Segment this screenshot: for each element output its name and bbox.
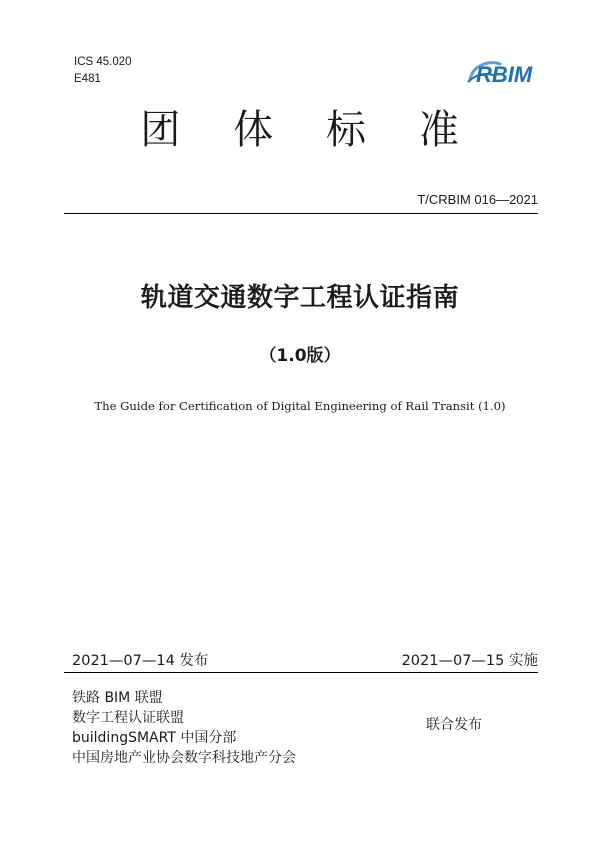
publisher-list (72, 688, 296, 768)
ccs-code: E481 (74, 73, 101, 85)
standard-type-heading (0, 98, 600, 155)
publish-date: 2021—07—14 发布 (72, 653, 209, 669)
document-title: 轨道交通数字工程认证指南 (140, 283, 460, 313)
joint-release-label: 联合发布 (426, 717, 482, 733)
logo-text: RBIM (476, 62, 533, 87)
publisher-item: 数字工程认证联盟 (72, 710, 184, 726)
standard-type-char: 准 (418, 107, 460, 153)
bottom-divider (64, 672, 538, 673)
top-divider (64, 213, 538, 214)
standard-type-char: 标 (326, 107, 367, 153)
publisher-item: 中国房地产业协会数字科技地产分会 (72, 750, 296, 766)
effective-date: 2021—07—15 实施 (401, 653, 538, 669)
standard-code: T/CRBIM 016—2021 (417, 192, 538, 207)
crbim-logo (466, 58, 544, 88)
english-title: The Guide for Certification of Digital Engineering of Rail Transit (1.0) (94, 399, 506, 413)
publisher-item: buildingSMART 中国分部 (72, 730, 237, 746)
standard-type-char: 团 (140, 107, 182, 153)
publisher-item: 铁路 BIM 联盟 (72, 690, 163, 706)
ics-code: ICS 45.020 (74, 56, 132, 68)
classification-block (74, 54, 132, 88)
standard-type-char: 体 (233, 107, 274, 153)
crbim-logo-icon (466, 58, 544, 88)
edition-label: （1.0版） (259, 346, 341, 366)
